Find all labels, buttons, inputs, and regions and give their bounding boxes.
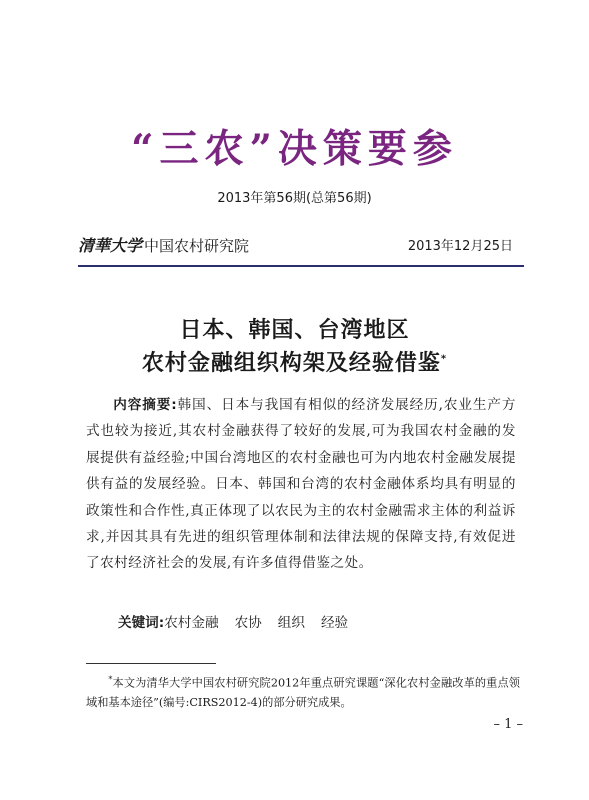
keyword: 经验	[320, 615, 349, 631]
article-title-text: 农村金融组织构架及经验借鉴	[141, 351, 441, 376]
header-divider	[78, 265, 524, 267]
university-logo-text: 清華大学	[78, 236, 143, 255]
article-title-line-1: 日本、韩国、台湾地区	[179, 318, 410, 343]
keywords-label: 关键词:	[118, 615, 165, 631]
footnote-marker: *	[440, 353, 448, 365]
masthead-title: “三农”决策要参	[131, 126, 458, 172]
page-number: – 1 –	[493, 717, 523, 732]
keyword: 农村金融	[164, 615, 219, 631]
abstract	[86, 392, 516, 577]
issue-number: 2013年第56期(总第56期)	[217, 191, 372, 206]
organization-name: 中国农村研究院	[144, 237, 250, 255]
footnote-mark: *	[108, 675, 113, 684]
abstract-text: 韩国、日本与我国有相似的经济发展经历,农业生产方式也较为接近,其农村金融获得了较好的发展,可为我国农村金融的发展提供有益经验;中国台湾地区的农村金融也可为内地农村金融发展提供有益的发展经验。日本、韩国和台湾的农村金融体系均具有明显的政策性和合作性,真正体现了以农民为主的农村金融需求主体的利益诉求,并因其具有先进的组织管理体制和法律法规的保障支持,有效促进了农村经济社会的发展,有许多值得借鉴之处。	[86, 397, 517, 572]
keywords	[118, 611, 364, 631]
article-title-line-2	[0, 346, 589, 377]
organization	[78, 233, 249, 256]
abstract-label: 内容摘要:	[113, 397, 178, 413]
publication-date: 2013年12月25日	[407, 239, 513, 254]
keyword: 农协	[234, 615, 262, 631]
footnote	[86, 670, 520, 712]
footnote-text: 本文为清华大学中国农村研究院2012年重点研究课题“深化农村金融改革的重点领域和基本途径”(编号:CIRS2012-4)的部分研究成果。	[86, 676, 520, 709]
keyword: 组织	[277, 615, 305, 631]
footnote-divider	[86, 663, 216, 664]
